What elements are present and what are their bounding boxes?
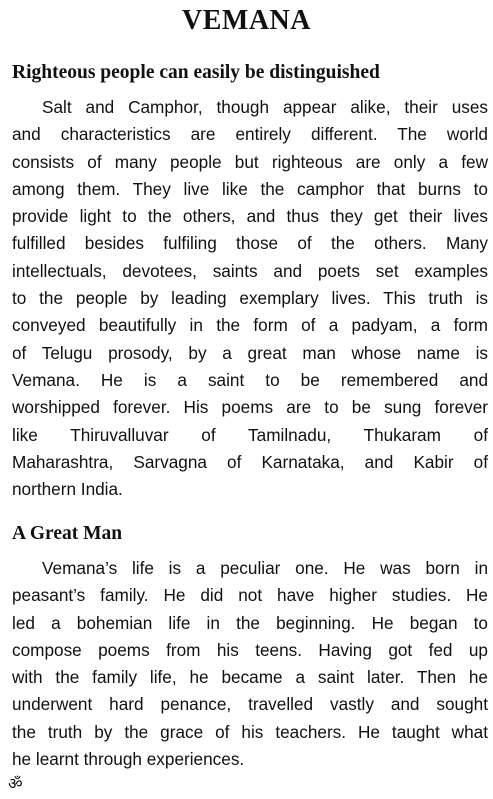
paragraph-line: intellectuals, devotees, saints and poets set examples — [12, 260, 488, 281]
om-symbol-icon: ॐ — [8, 774, 23, 793]
paragraph-line: like Thiruvalluvar of Tamilnadu, Thukaram of — [12, 424, 488, 445]
paragraph-line: conveyed beautifully in the form of a padyam, a form — [12, 315, 488, 336]
paragraph-line: worshipped forever. His poems are to be sung forever — [12, 397, 488, 418]
paragraph-line: the truth by the grace of his teachers. He taught what — [12, 721, 488, 742]
paragraph-line: led a bohemian life in the beginning. He began to — [12, 612, 488, 633]
paragraph-line: Salt and Camphor, though appear alike, their uses — [42, 97, 488, 117]
paragraph-line: underwent hard penance, travelled vastly and sought — [12, 694, 488, 715]
paragraph-line: among them. They live like the camphor that burns to — [12, 178, 488, 199]
paragraph-line: of Telugu prosody, by a great man whose name is — [12, 342, 488, 363]
paragraph-line: compose poems from his teens. Having got fed up — [12, 639, 488, 660]
paragraph-line: and characteristics are entirely different. The world — [12, 124, 488, 145]
paragraph-line: to the people by leading exemplary lives. This truth is — [12, 288, 488, 309]
paragraph-righteous — [12, 94, 488, 503]
paragraph-line: northern India. — [12, 479, 123, 500]
paragraph-line: Vemana’s life is a peculiar one. He was born in — [42, 558, 488, 578]
paragraph-line: peasant’s family. He did not have higher studies. He — [12, 585, 488, 606]
paragraph-line: Vemana. He is a saint to be remembered and — [12, 369, 488, 390]
paragraph-line: fulfilled besides fulfiling those of the others. Many — [12, 233, 488, 254]
paragraph-line: provide light to the others, and thus they get their lives — [12, 206, 488, 227]
section-heading-righteous: Righteous people can easily be distinguished — [12, 62, 380, 83]
paragraph-line: consists of many people but righteous are only a few — [12, 151, 488, 172]
paragraph-line: with the family life, he became a saint later. Then he — [12, 667, 488, 688]
paragraph-line: he learnt through experiences. — [12, 749, 245, 770]
page-title: VEMANA — [182, 5, 311, 36]
paragraph-great-man — [12, 555, 488, 773]
section-heading-great-man: A Great Man — [12, 523, 123, 544]
paragraph-line: Maharashtra, Sarvagna of Karnataka, and Kabir of — [12, 451, 488, 472]
